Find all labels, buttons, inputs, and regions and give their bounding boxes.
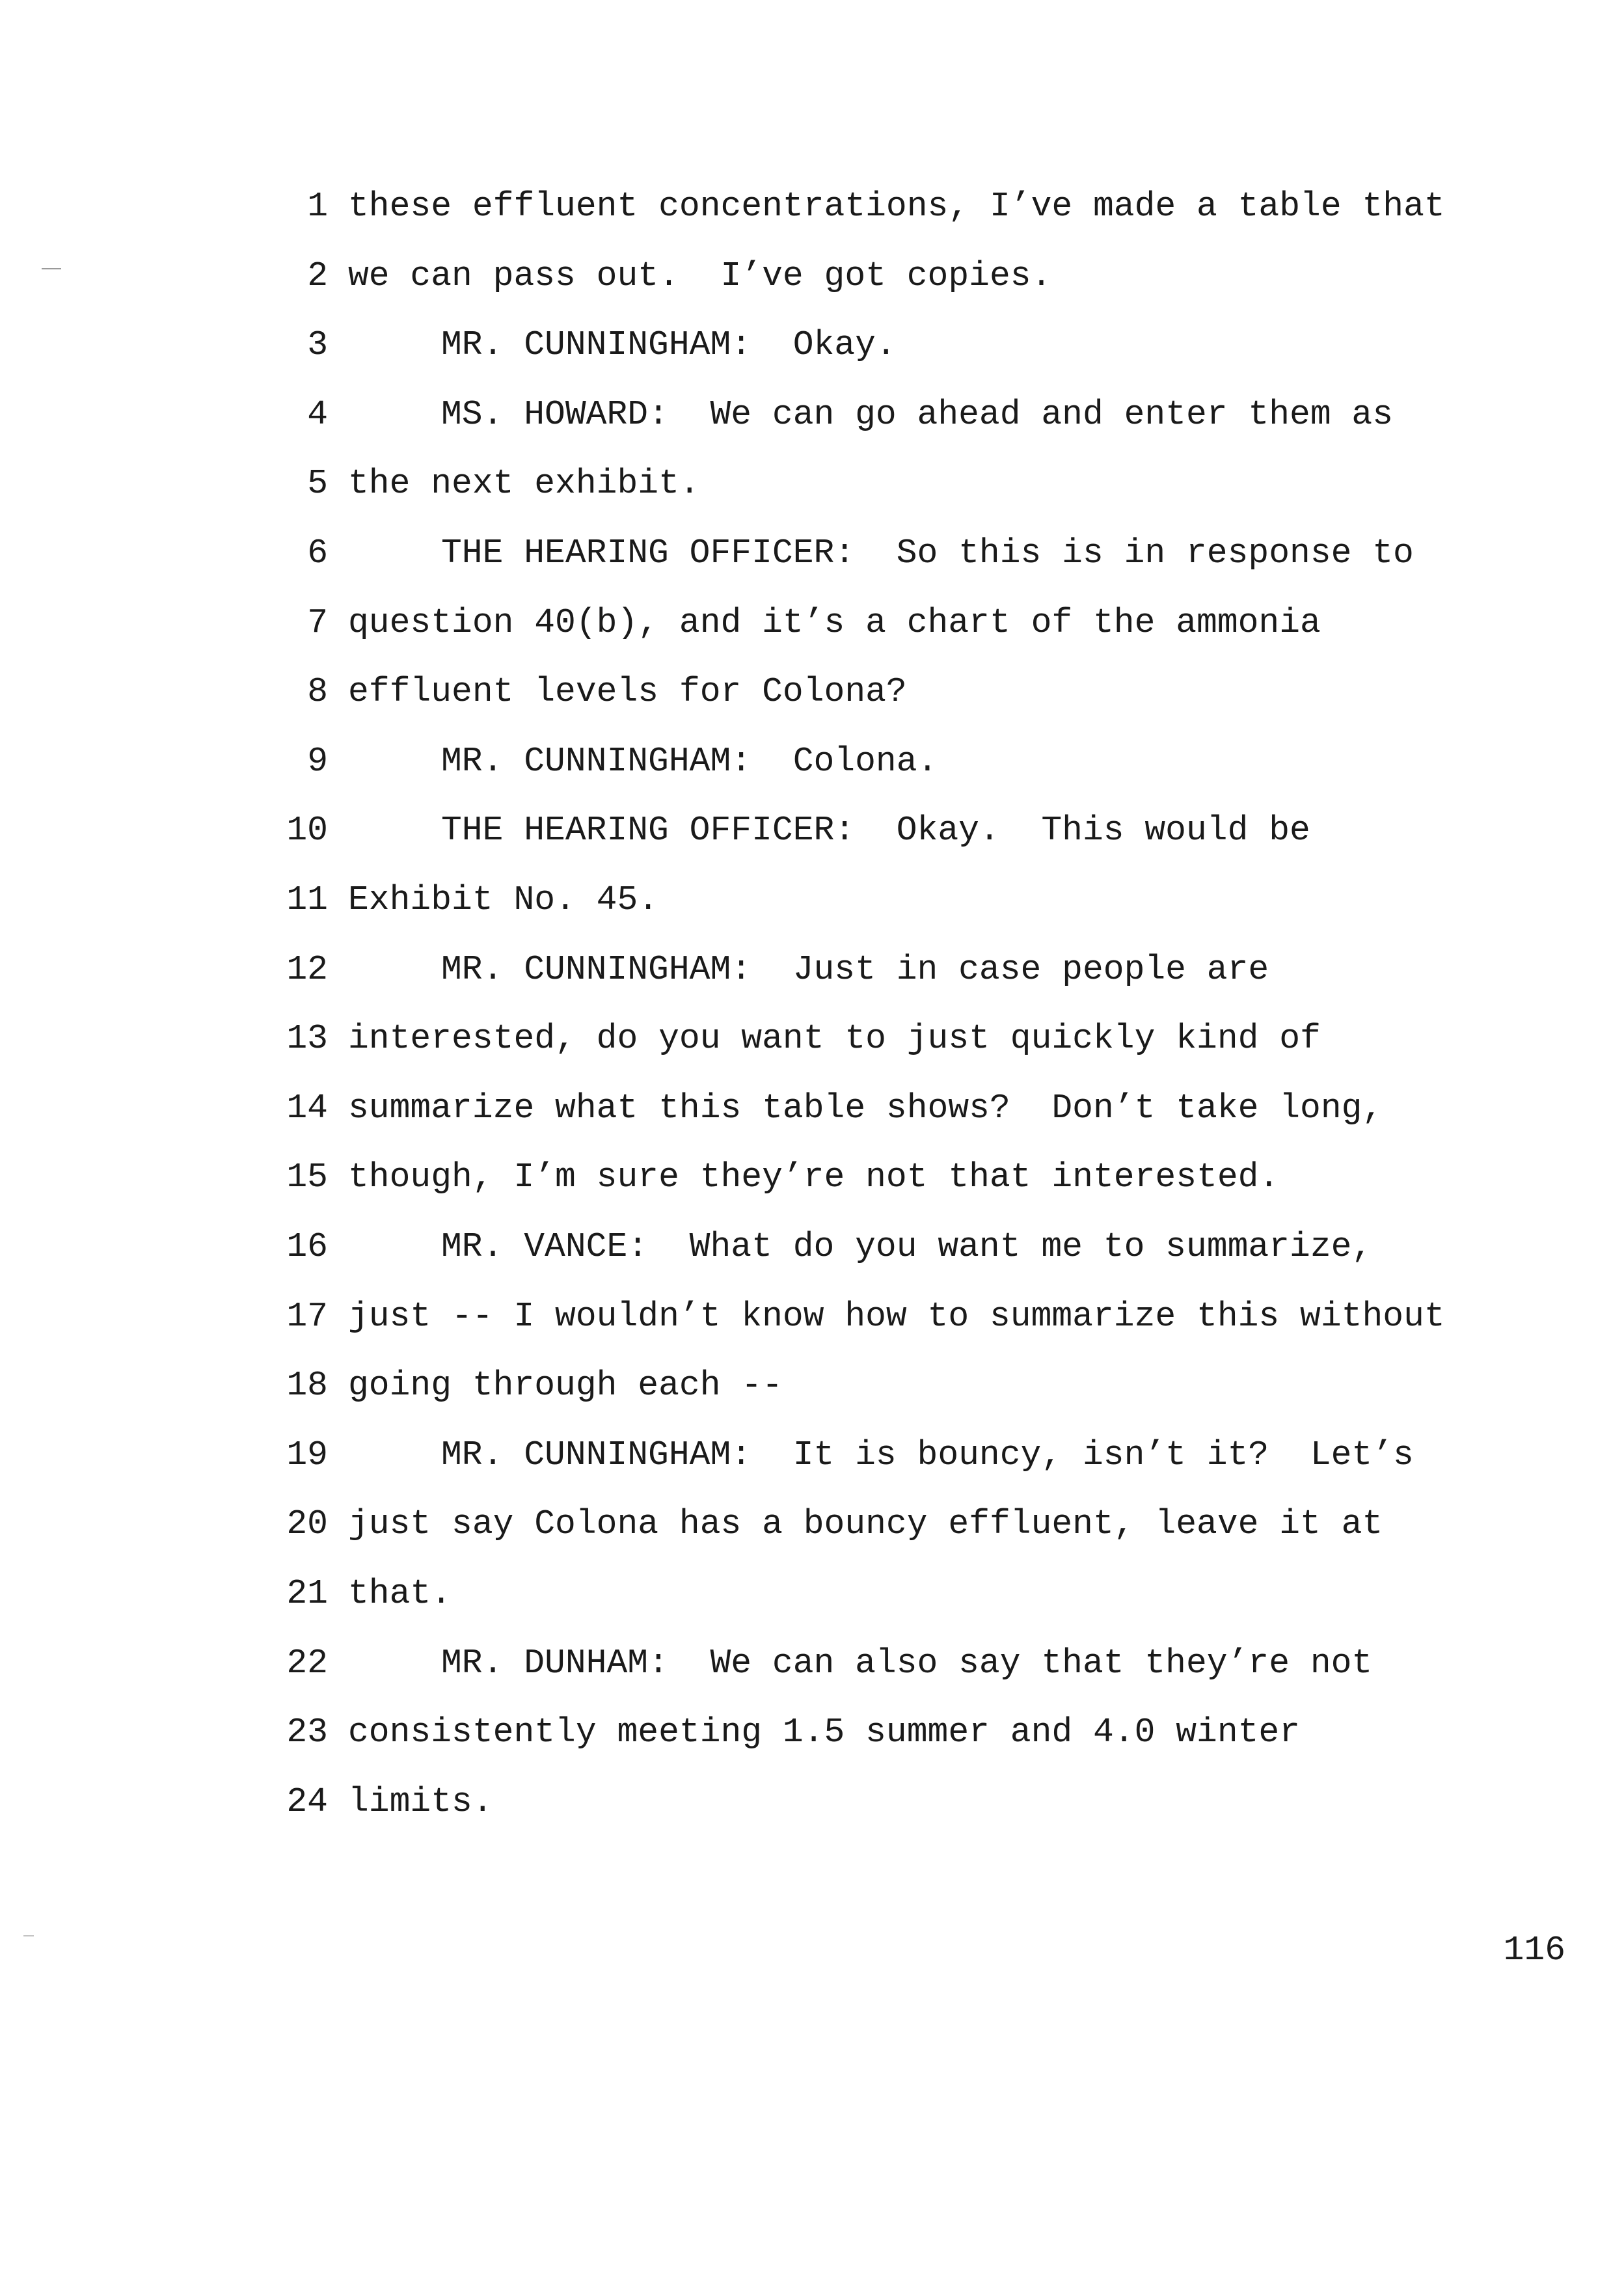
line-number: 14 xyxy=(286,1089,328,1128)
transcript-line xyxy=(0,801,1624,860)
line-text: going through each -- xyxy=(348,1366,783,1405)
transcript-line xyxy=(0,1148,1624,1206)
line-number: 5 xyxy=(307,464,328,503)
transcript-line xyxy=(0,1634,1624,1692)
line-text: we can pass out. I’ve got copies. xyxy=(348,256,1052,295)
transcript-line xyxy=(0,1495,1624,1553)
line-number: 9 xyxy=(307,742,328,781)
transcript-line xyxy=(0,662,1624,721)
transcript-line xyxy=(0,1703,1624,1761)
line-text: MR. VANCE: What do you want me to summarize, xyxy=(441,1227,1373,1266)
line-text: interested, do you want to just quickly kind of xyxy=(348,1019,1321,1058)
line-number: 15 xyxy=(286,1158,328,1197)
line-number: 18 xyxy=(286,1366,328,1405)
line-number: 11 xyxy=(286,880,328,919)
line-text: summarize what this table shows? Don’t take long, xyxy=(348,1089,1383,1128)
line-text: though, I’m sure they’re not that interested. xyxy=(348,1158,1280,1197)
line-number: 19 xyxy=(286,1435,328,1474)
line-number: 4 xyxy=(307,395,328,434)
transcript-line xyxy=(0,1009,1624,1068)
line-number: 16 xyxy=(286,1227,328,1266)
line-text: Exhibit No. 45. xyxy=(348,880,659,919)
line-number: 21 xyxy=(286,1574,328,1613)
transcript-line xyxy=(0,593,1624,652)
transcript-line xyxy=(0,454,1624,513)
line-text: MR. CUNNINGHAM: Just in case people are xyxy=(441,950,1269,989)
line-number: 3 xyxy=(307,325,328,364)
line-number: 8 xyxy=(307,672,328,711)
line-number: 22 xyxy=(286,1644,328,1683)
transcript-line xyxy=(0,1356,1624,1415)
line-number: 13 xyxy=(286,1019,328,1058)
transcript-line xyxy=(0,385,1624,444)
line-text: just say Colona has a bouncy effluent, leave it at xyxy=(348,1504,1383,1543)
line-number: 1 xyxy=(307,187,328,226)
transcript-line xyxy=(0,1217,1624,1276)
line-number: 24 xyxy=(286,1782,328,1821)
line-number: 12 xyxy=(286,950,328,989)
line-text: MS. HOWARD: We can go ahead and enter them as xyxy=(441,395,1394,434)
transcript-line xyxy=(0,940,1624,999)
line-text: MR. CUNNINGHAM: Colona. xyxy=(441,742,938,781)
line-text: MR. DUNHAM: We can also say that they’re not xyxy=(441,1644,1373,1683)
transcript-line xyxy=(0,524,1624,582)
transcript-line xyxy=(0,247,1624,305)
transcript-line xyxy=(0,871,1624,929)
transcript-line xyxy=(0,1426,1624,1484)
line-number: 10 xyxy=(286,811,328,850)
line-text: that. xyxy=(348,1574,452,1613)
line-text: THE HEARING OFFICER: Okay. This would be xyxy=(441,811,1310,850)
transcript-line xyxy=(0,1079,1624,1137)
line-number: 20 xyxy=(286,1504,328,1543)
line-text: MR. CUNNINGHAM: Okay. xyxy=(441,325,897,364)
line-text: effluent levels for Colona? xyxy=(348,672,907,711)
line-number: 7 xyxy=(307,603,328,642)
transcript-line xyxy=(0,1287,1624,1346)
transcript-line xyxy=(0,732,1624,791)
line-number: 2 xyxy=(307,256,328,295)
line-text: the next exhibit. xyxy=(348,464,700,503)
line-number: 6 xyxy=(307,534,328,573)
line-text: question 40(b), and it’s a chart of the ammonia xyxy=(348,603,1321,642)
line-text: just -- I wouldn’t know how to summarize this without xyxy=(348,1297,1445,1336)
page-number: 116 xyxy=(1503,1931,1565,1970)
line-text: THE HEARING OFFICER: So this is in response to xyxy=(441,534,1414,573)
line-text: these effluent concentrations, I’ve made a table that xyxy=(348,187,1445,226)
line-number: 23 xyxy=(286,1713,328,1752)
line-text: consistently meeting 1.5 summer and 4.0 winter xyxy=(348,1713,1301,1752)
line-number: 17 xyxy=(286,1297,328,1336)
transcript-line xyxy=(0,1773,1624,1831)
transcript-line xyxy=(0,316,1624,374)
line-text: MR. CUNNINGHAM: It is bouncy, isn’t it? Let’s xyxy=(441,1435,1414,1474)
transcript-line xyxy=(0,177,1624,236)
transcript-line xyxy=(0,1564,1624,1623)
line-text: limits. xyxy=(348,1782,493,1821)
